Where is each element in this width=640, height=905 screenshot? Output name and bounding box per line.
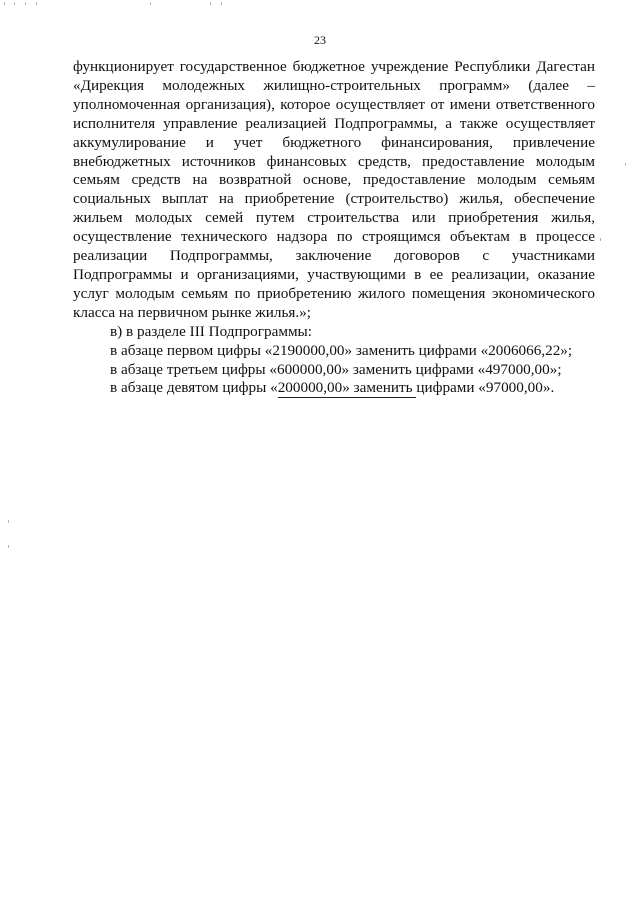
end-separator-line xyxy=(278,397,416,398)
paragraph-line: уполномоченная организация), которое осуществляет от имени ответственного xyxy=(73,95,595,113)
scan-dot xyxy=(600,238,601,241)
page-number: 23 xyxy=(314,33,326,47)
scan-dot xyxy=(221,2,222,5)
scan-dot xyxy=(4,2,5,5)
paragraph-line: аккумулирование и учет бюджетного финансирования, привлечение xyxy=(73,133,595,151)
paragraph-line: социальных выплат на приобретение (строительство) жилья, обеспечение xyxy=(73,190,595,208)
paragraph-line: семьям средств на возвратной основе, предоставление молодым семьям xyxy=(73,171,595,189)
paragraph-line: внебюджетных источников финансовых средств, предоставление молодым xyxy=(73,152,595,170)
paragraph-line: осуществление технического надзора по строящимся объектам в процессе xyxy=(73,228,595,246)
scan-dot xyxy=(210,2,211,5)
paragraph-line: реализации Подпрограммы, заключение договоров с участниками xyxy=(73,247,595,265)
scan-dot xyxy=(36,2,37,5)
scan-dot xyxy=(8,545,9,548)
scan-dot xyxy=(14,2,15,5)
amendment-item: в абзаце девятом цифры «200000,00» заменить цифрами «97000,00». xyxy=(110,379,555,397)
scan-dot xyxy=(8,520,9,523)
paragraph-line: Подпрограммы и организациями, участвующими в ее реализации, оказание xyxy=(73,265,595,283)
paragraph-line: жильем молодых семей путем строительства или приобретения жилья, xyxy=(73,209,595,227)
scan-dot xyxy=(150,2,151,5)
scan-dot xyxy=(25,2,26,5)
amendment-item: в абзаце первом цифры «2190000,00» заменить цифрами «2006066,22»; xyxy=(110,341,573,359)
scan-dot xyxy=(625,163,626,166)
document-body xyxy=(73,58,595,398)
paragraph-line: «Дирекция молодежных жилищно-строительных программ» (далее – xyxy=(73,76,595,94)
paragraph-line: исполнителя управление реализацией Подпрограммы, а также осуществляет xyxy=(73,114,595,132)
paragraph-line: функционирует государственное бюджетное учреждение Республики Дагестан xyxy=(73,58,595,75)
paragraph-line-last: класса на первичном рынке жилья.»; xyxy=(73,303,311,321)
paragraph-line: услуг молодым семьям по приобретению жилого помещения экономического xyxy=(73,284,595,302)
amendment-item: в абзаце третьем цифры «600000,00» заменить цифрами «497000,00»; xyxy=(110,360,562,378)
section-item-heading: в) в разделе III Подпрограммы: xyxy=(110,322,312,340)
